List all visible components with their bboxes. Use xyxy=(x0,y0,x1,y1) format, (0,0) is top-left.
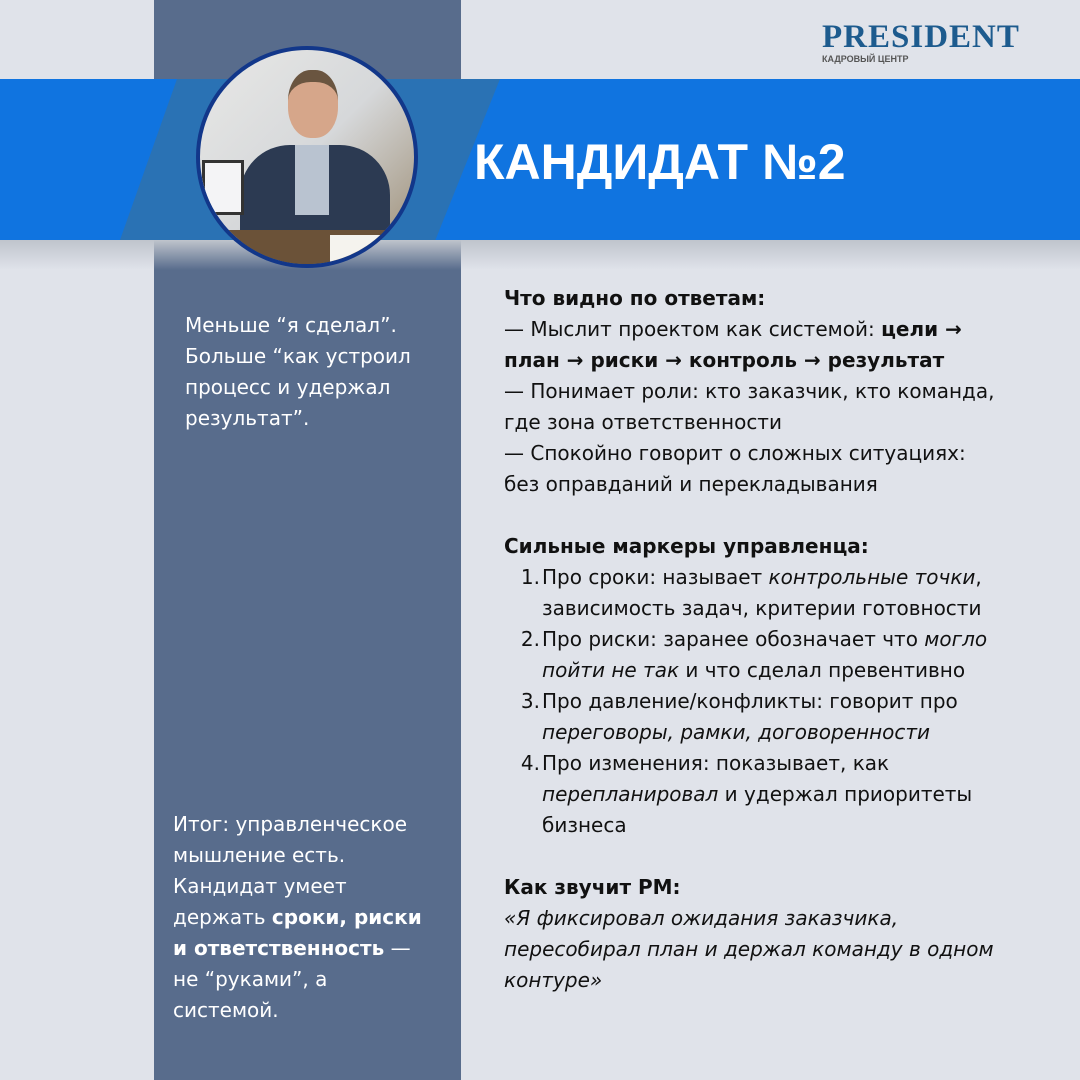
list-item xyxy=(504,624,1064,686)
markers-list xyxy=(504,562,1064,841)
text-line: — Понимает роли: кто заказчик, кто команда, xyxy=(504,379,995,403)
text: , xyxy=(975,565,982,589)
bold-text: и ответственность xyxy=(173,936,385,960)
quote-line: контуре» xyxy=(504,968,603,992)
item-number: 1. xyxy=(520,565,540,589)
text-line: Меньше “я сделал”. xyxy=(185,313,397,337)
page-title: КАНДИДАТ №2 xyxy=(474,134,846,190)
text: Про сроки: называет xyxy=(542,565,769,589)
text-line: Кандидат умеет xyxy=(173,874,347,898)
list-item xyxy=(504,748,1064,841)
candidate-photo xyxy=(196,46,418,268)
left-conclusion xyxy=(173,809,422,1026)
text-line: результат”. xyxy=(185,406,310,430)
text: бизнеса xyxy=(542,813,627,837)
text-line: системой. xyxy=(173,998,279,1022)
bold-text: план → риски → контроль → результат xyxy=(504,348,945,372)
item-number: 2. xyxy=(520,627,540,651)
section-heading: Что видно по ответам: xyxy=(504,286,766,310)
text-line: процесс и удержал xyxy=(185,375,391,399)
italic-text: могло xyxy=(924,627,988,651)
bold-text: цели → xyxy=(881,317,962,341)
text-line xyxy=(173,902,422,933)
left-summary-top xyxy=(185,310,411,434)
text: — Мыслит проектом как системой: xyxy=(504,317,882,341)
logo-name: PRESIDENT xyxy=(822,19,1020,55)
italic-text: переговоры, рамки, договоренности xyxy=(542,720,931,744)
italic-text: контрольные точки xyxy=(768,565,976,589)
quote-line: пересобирал план и держал команду в одном xyxy=(504,937,994,961)
item-number: 4. xyxy=(520,751,540,775)
text-line: Итог: управленческое xyxy=(173,812,408,836)
logo-subtitle: КАДРОВЫЙ ЦЕНТР xyxy=(822,54,909,64)
text-line: где зона ответственности xyxy=(504,410,782,434)
italic-text: перепланировал xyxy=(542,782,719,806)
item-number: 3. xyxy=(520,689,540,713)
text-line: — Спокойно говорит о сложных ситуациях: xyxy=(504,441,966,465)
text-line: мышление есть. xyxy=(173,843,346,867)
text: зависимость задач, критерии готовности xyxy=(542,596,982,620)
logo xyxy=(822,20,1020,64)
text-line: без оправданий и перекладывания xyxy=(504,472,878,496)
text: и удержал приоритеты xyxy=(718,782,973,806)
section-heading: Сильные маркеры управленца: xyxy=(504,534,869,558)
italic-text: пойти не так xyxy=(542,658,680,682)
text: держать xyxy=(173,905,272,929)
quote-line: «Я фиксировал ожидания заказчика, xyxy=(504,906,899,930)
text-line: Больше “как устроил xyxy=(185,344,411,368)
bold-text: сроки, риски xyxy=(271,905,422,929)
text: Про риски: заранее обозначает что xyxy=(542,627,925,651)
text-line: не “руками”, а xyxy=(173,967,328,991)
text: — xyxy=(384,936,411,960)
list-item xyxy=(504,686,1064,748)
text: и что сделал превентивно xyxy=(679,658,966,682)
text: Про изменения: показывает, как xyxy=(542,751,890,775)
main-content xyxy=(504,283,1064,996)
list-item xyxy=(504,562,1064,624)
banner-shadow xyxy=(0,240,1080,270)
text-line xyxy=(173,933,422,964)
text: Про давление/конфликты: говорит про xyxy=(542,689,958,713)
section-heading: Как звучит PM: xyxy=(504,875,681,899)
